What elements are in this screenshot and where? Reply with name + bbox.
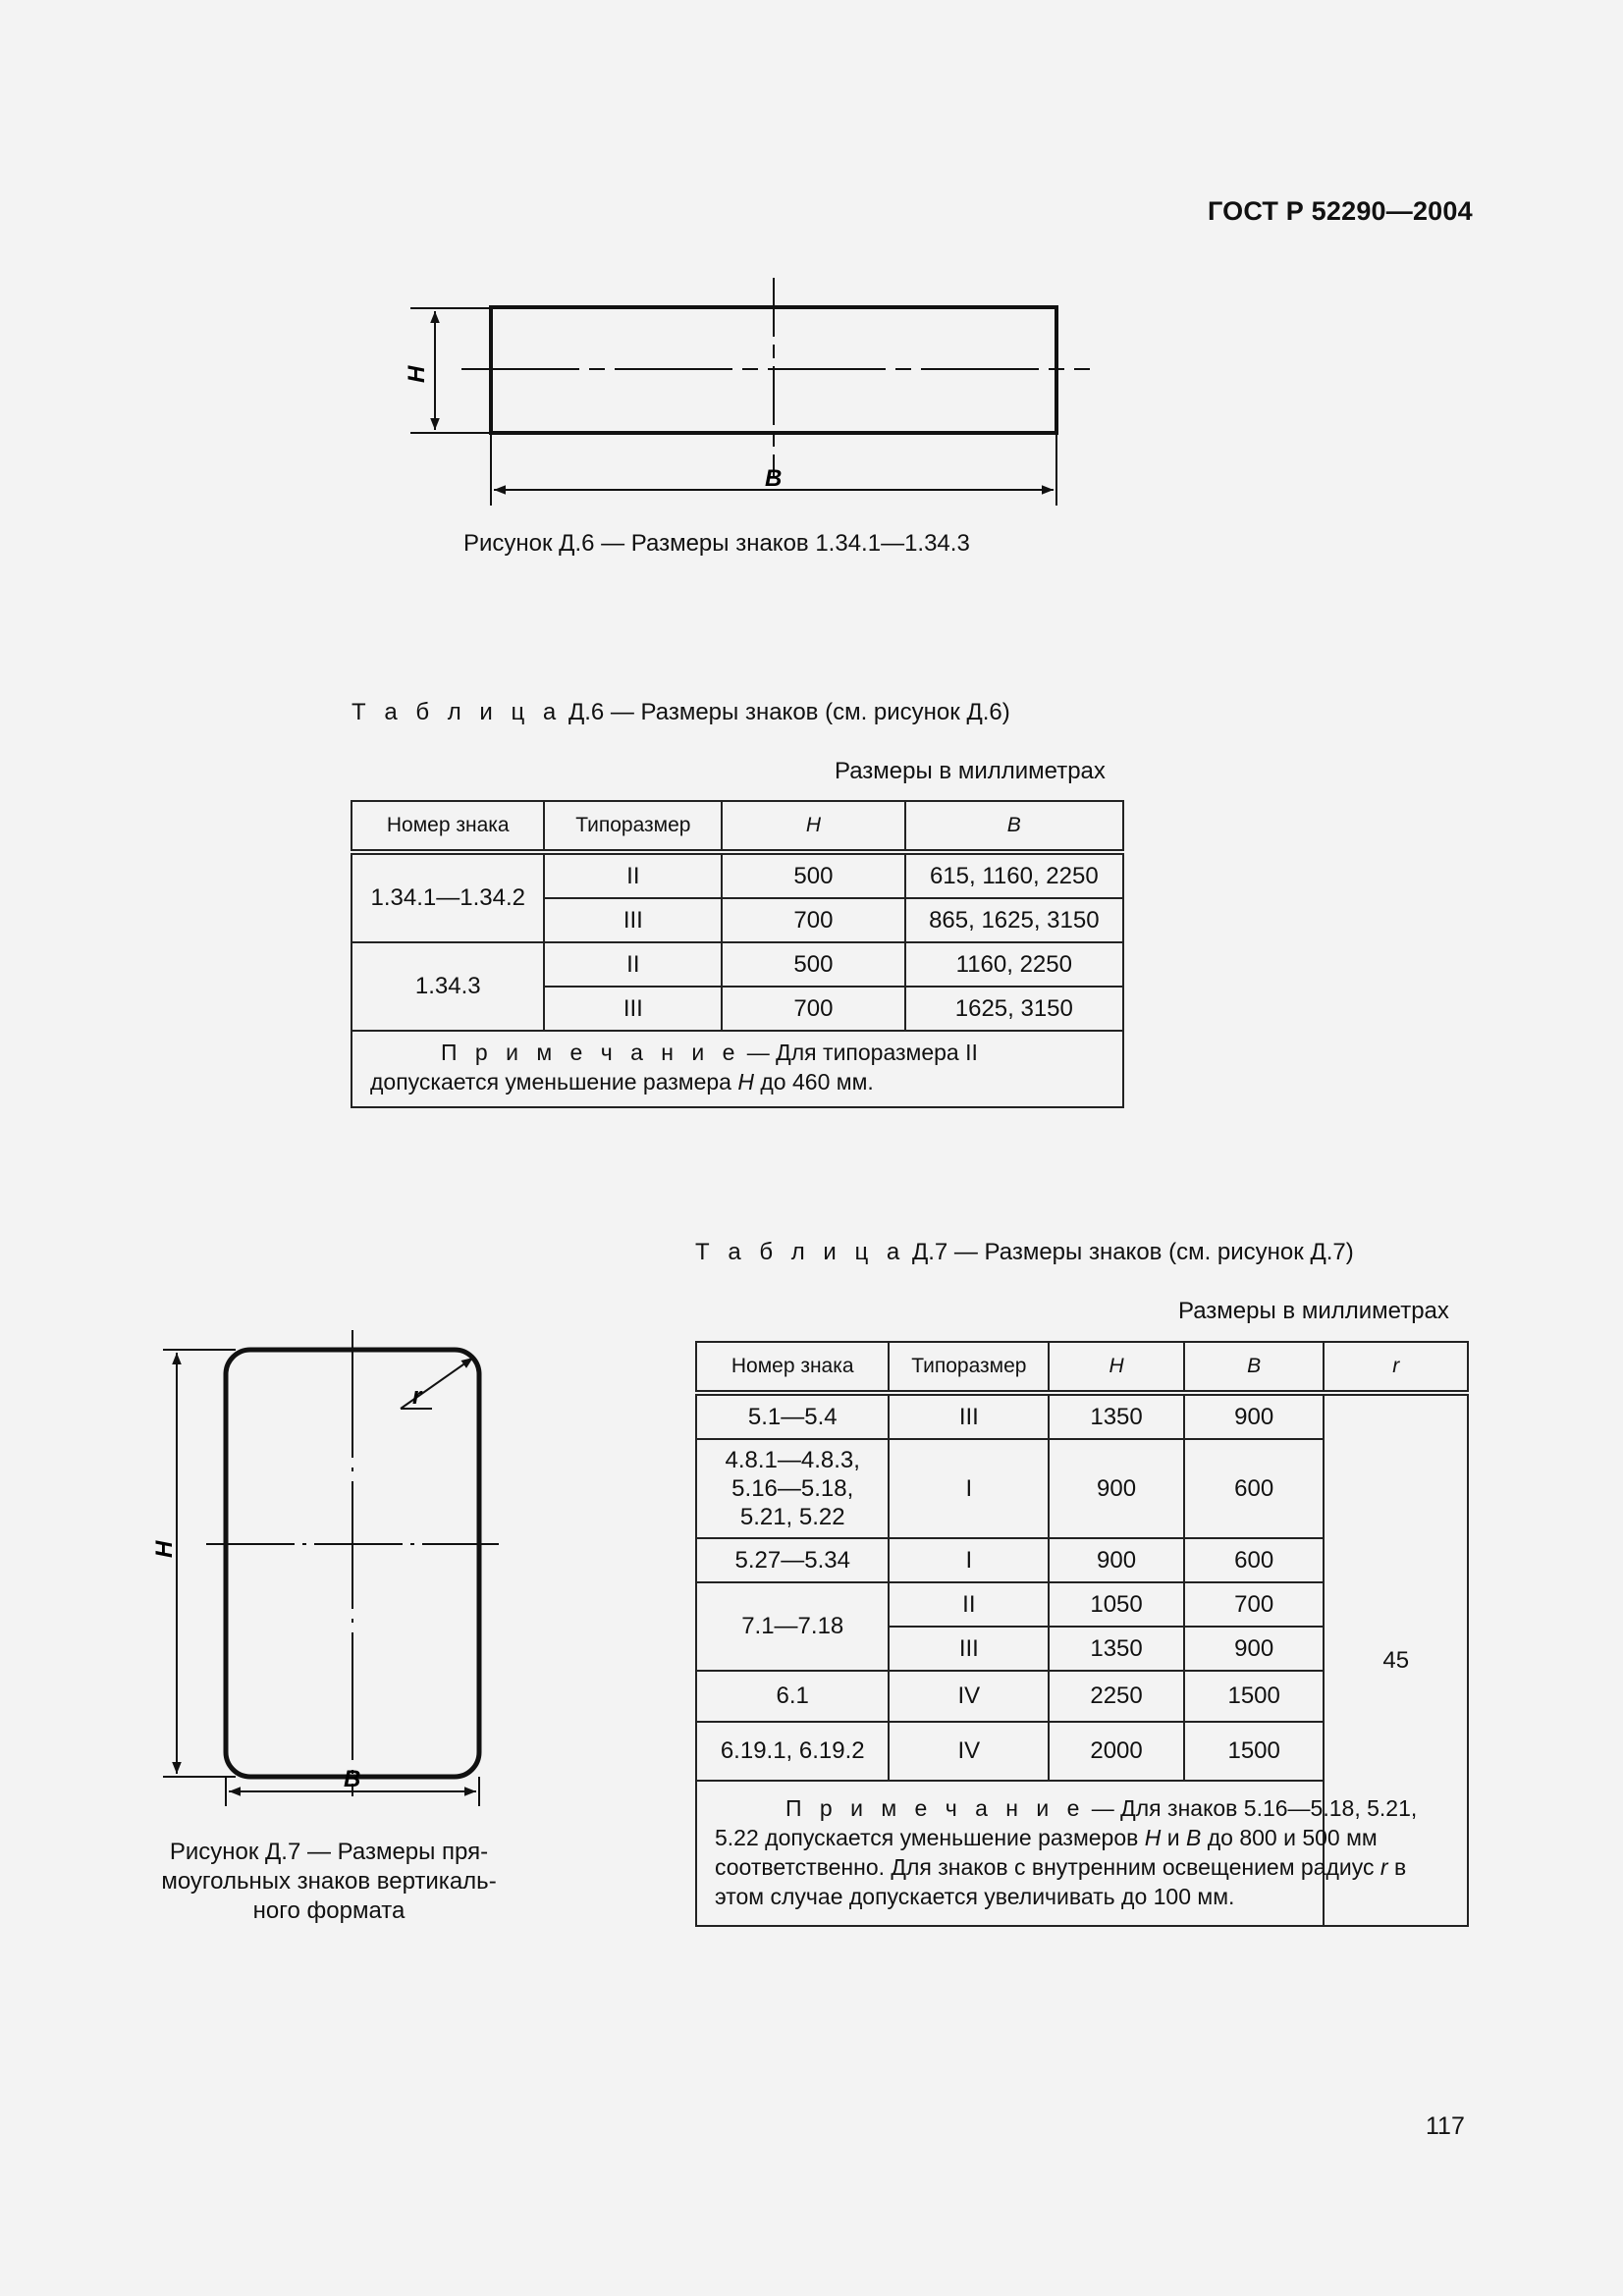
col-header-h: H xyxy=(722,801,904,852)
col-header-sign: Номер знака xyxy=(352,801,544,852)
width-label: B xyxy=(344,1766,361,1792)
col-header-size: Типоразмер xyxy=(889,1342,1049,1393)
figure-d6-drawing xyxy=(0,0,1623,530)
table-row: 5.27—5.34 I 900 600 xyxy=(696,1538,1468,1582)
height-label: H xyxy=(404,365,430,383)
figure-d7-drawing xyxy=(0,1315,550,1826)
radius-label: r xyxy=(412,1383,422,1410)
table-row: 5.1—5.4 III 1350 900 45 xyxy=(696,1393,1468,1439)
table-row: III 1350 900 xyxy=(696,1627,1468,1671)
table-d7 xyxy=(695,1341,1469,1927)
table-d6-note: П р и м е ч а н и е — Для типоразмера II допускается уменьшение размера H до 460 мм. xyxy=(352,1031,1123,1107)
table-row: 7.1—7.18 II 1050 700 xyxy=(696,1582,1468,1627)
table-row: III 700 1625, 3150 xyxy=(352,987,1123,1031)
table-row: 1.34.1—1.34.2 II 500 615, 1160, 2250 xyxy=(352,852,1123,898)
figure-d7-caption: Рисунок Д.7 — Размеры пря- моугольных знаков вертикаль- ного формата xyxy=(161,1839,497,1924)
col-header-h: H xyxy=(1049,1342,1184,1393)
page-number: 117 xyxy=(1426,2112,1465,2140)
table-d6-units: Размеры в миллиметрах xyxy=(835,758,1106,784)
figure-d6-caption: Рисунок Д.6 — Размеры знаков 1.34.1—1.34.3 xyxy=(463,530,970,557)
radius-value: 45 xyxy=(1324,1393,1468,1926)
col-header-sign: Номер знака xyxy=(696,1342,889,1393)
table-d6 xyxy=(351,800,1124,1108)
col-header-size: Типоразмер xyxy=(544,801,722,852)
col-header-b: B xyxy=(1184,1342,1325,1393)
table-row: 4.8.1—4.8.3, 5.16—5.18, 5.21, 5.22 I 900 600 xyxy=(696,1439,1468,1538)
table-row: III 700 865, 1625, 3150 xyxy=(352,898,1123,942)
table-row: 6.1 IV 2250 1500 xyxy=(696,1671,1468,1722)
width-label: B xyxy=(765,465,783,492)
table-d7-note: П р и м е ч а н и е — Для знаков 5.16—5.18, 5.21, 5.22 допускается уменьшение размеров H и B до 800 и 500 мм соответственно. Для знаков с внутренним освещением радиус r в этом случае допускается увеличивать до 100 мм. xyxy=(696,1781,1468,1926)
table-d7-title: Т а б л и ц а Д.7 — Размеры знаков (см. рисунок Д.7) xyxy=(695,1239,1354,1265)
document-id: ГОСТ Р 52290—2004 xyxy=(1208,196,1473,226)
table-row: 1.34.3 II 500 1160, 2250 xyxy=(352,942,1123,987)
height-label: H xyxy=(151,1540,178,1558)
col-header-b: B xyxy=(905,801,1123,852)
table-d6-title: Т а б л и ц а Д.6 — Размеры знаков (см. рисунок Д.6) xyxy=(352,699,1010,725)
table-row: 6.19.1, 6.19.2 IV 2000 1500 xyxy=(696,1722,1468,1781)
col-header-r: r xyxy=(1324,1342,1468,1393)
table-d7-units: Размеры в миллиметрах xyxy=(1178,1298,1449,1324)
